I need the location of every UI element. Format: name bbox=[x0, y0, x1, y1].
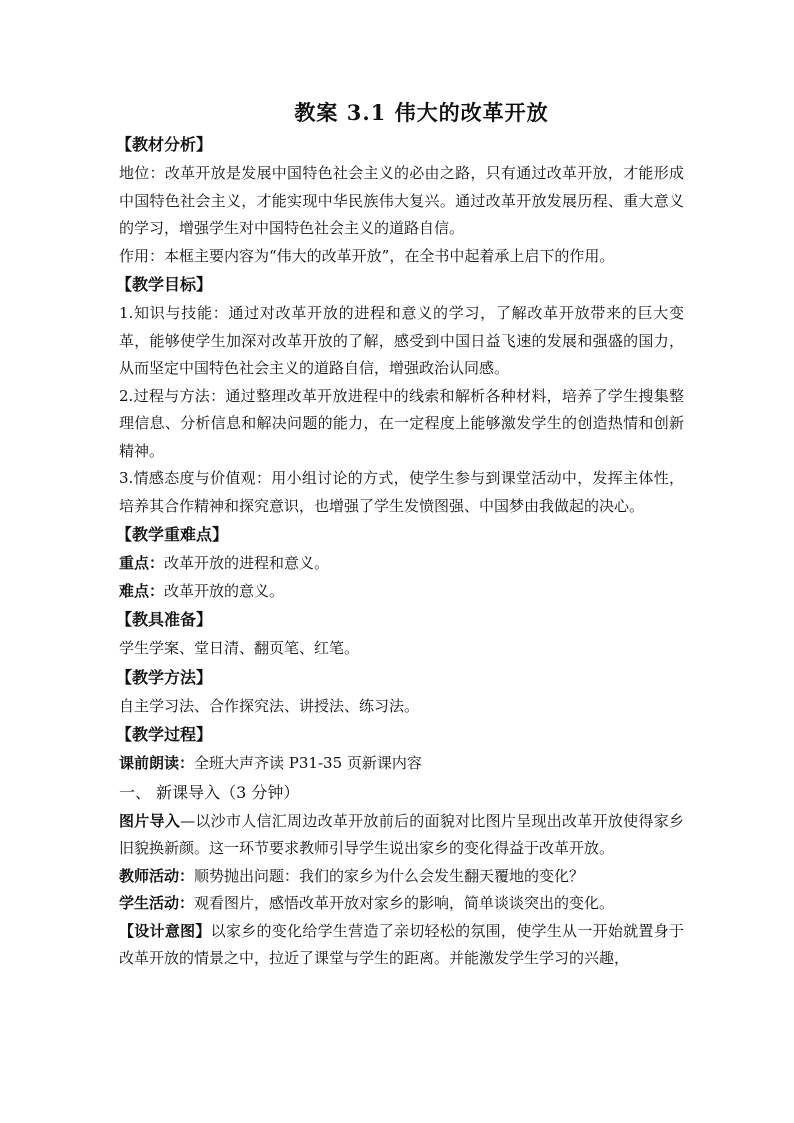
student-activity-label: 学生活动： bbox=[119, 894, 195, 912]
section-heading-process: 【教学过程】 bbox=[116, 725, 213, 744]
page-title: 教案 3.1 伟大的改革开放 bbox=[294, 100, 549, 125]
difficult-point-label: 难点： bbox=[119, 581, 165, 600]
picture-intro-label: 图片导入 bbox=[119, 811, 181, 830]
analysis-position: 地位：改革开放是发展中国特色社会主义的必由之路，只有通过改革开放，才能形成中国特色社会主义，才能实现中华民族伟大复兴。通过改革开放发展历程、重大意义的学习，增强学生对中国特色社会主义的道路自信。 bbox=[119, 164, 684, 237]
section-heading-methods: 【教学方法】 bbox=[116, 667, 213, 687]
difficult-point-text: 改革开放的意义。 bbox=[164, 581, 285, 600]
goal-item-attitude: 3.情感态度与价值观：用小组讨论的方式，使学生参与到课堂活动中，发挥主体性，培养其合作精神和探究意识，也增强了学生发愤图强、中国梦由我做起的决心。 bbox=[119, 469, 684, 515]
tools-text: 学生学案、堂日清、翻页笔、红笔。 bbox=[119, 639, 360, 657]
methods-text: 自主学习法、合作探究法、讲授法、练习法。 bbox=[119, 696, 420, 715]
pre-class-reading-text: 全班大声齐读 P31-35 页新课内容 bbox=[194, 754, 422, 772]
student-activity-paragraph bbox=[119, 890, 684, 918]
goal-item-process: 2.过程与方法：通过整理改革开放进程中的线索和解析各种材料，培养了学生搜集整理信息、分析信息和解决问题的能力，在一定程度上能够激发学生的创造热情和创新精神。 bbox=[119, 386, 684, 460]
pre-class-reading-line bbox=[119, 750, 684, 778]
document-body bbox=[116, 96, 684, 973]
section-heading-goals: 【教学目标】 bbox=[116, 275, 213, 294]
difficult-point-line bbox=[119, 578, 684, 606]
teacher-activity-paragraph bbox=[119, 863, 684, 891]
picture-intro-text: —以沙市人信汇周边改革开放前后的面貌对比图片呈现出改革开放使得家乡旧貌换新颜。这一环节要求教师引导学生说出家乡的变化得益于改革开放。 bbox=[119, 811, 684, 857]
key-point-line bbox=[119, 550, 684, 578]
teacher-activity-label: 教师活动： bbox=[119, 866, 195, 885]
pre-class-reading-label: 课前朗读： bbox=[119, 754, 195, 772]
design-intent-text: 以家乡的变化给学生营造了亲切轻松的氛围，使学生从一开始就置身于改革开放的情景之中，拉近了课堂与学生的距离。并能激发学生学习的兴趣， bbox=[119, 921, 684, 967]
analysis-role: 作用：本框主要内容为“伟大的改革开放”，在全书中起着承上启下的作用。 bbox=[119, 246, 615, 265]
goal-item-knowledge: 1.知识与技能：通过对改革开放的进程和意义的学习，了解改革开放带来的巨大变革，能够使学生加深对改革开放的了解，感受到中国日益飞速的发展和强盛的国力，从而坚定中国特色社会主义的道路自信，增强政治认同感。 bbox=[119, 304, 684, 377]
section-heading-key-points: 【教学重难点】 bbox=[116, 525, 229, 544]
key-point-label: 重点： bbox=[119, 554, 165, 572]
step1-title: 一、 新课导入（3 分钟） bbox=[119, 782, 300, 802]
design-intent-label: 【设计意图】 bbox=[119, 921, 211, 940]
design-intent-paragraph bbox=[119, 918, 684, 973]
picture-intro-paragraph bbox=[119, 808, 684, 863]
key-point-text: 改革开放的进程和意义。 bbox=[164, 554, 330, 572]
section-heading-tools: 【教具准备】 bbox=[116, 610, 213, 629]
student-activity-text: 观看图片，感悟改革开放对家乡的影响，简单谈谈突出的变化。 bbox=[194, 894, 615, 912]
section-heading-analysis: 【教材分析】 bbox=[116, 135, 213, 154]
teacher-activity-text: 顺势抛出问题：我们的家乡为什么会发生翻天覆地的变化？ bbox=[194, 866, 585, 885]
